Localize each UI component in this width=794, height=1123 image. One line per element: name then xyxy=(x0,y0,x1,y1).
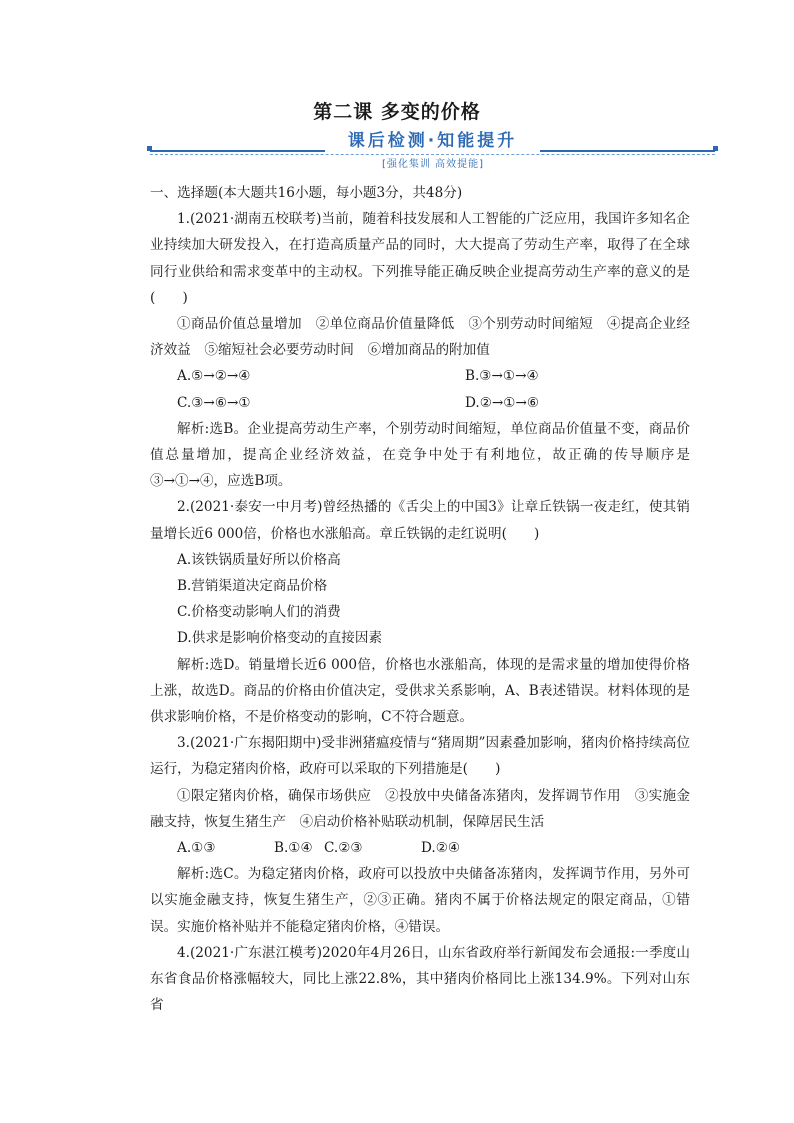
section-banner xyxy=(150,130,715,174)
q3-option-d: D.②④ xyxy=(421,840,461,857)
q1-option-a: A.⑤→②→④ xyxy=(177,368,251,385)
q3-option-b: B.①④ xyxy=(274,840,313,857)
banner-subtitle: [强化集训 高效提能] xyxy=(382,159,484,170)
q1-items: ①商品价值总量增加 ②单位商品价值量降低 ③个别劳动时间缩短 ④提高企业经济效益 ⑤缩短社会必要劳动时间 ⑥增加商品的附加值 xyxy=(150,316,690,359)
q3-stem: 3.(2021·广东揭阳期中)受非洲猪瘟疫情与“猪周期”因素叠加影响，猪肉价格持续高位运行，为稳定猪肉价格，政府可以采取的下列措施是( ) xyxy=(150,735,690,778)
q2-option-a: A.该铁锅质量好所以价格高 xyxy=(177,551,341,568)
q3-option-a: A.①③ xyxy=(177,840,216,857)
banner-left-marker xyxy=(147,146,152,151)
q2-option-c: C.价格变动影响人们的消费 xyxy=(177,604,341,621)
q3-analysis: 解析:选C。为稳定猪肉价格，政府可以投放中央储备冻猪肉，发挥调节作用，另外可以实施金融支持，恢复生猪生产，②③正确。猪肉不属于价格法规定的限定商品，①错误。实施价格补贴并不能稳定猪肉价格，④错误。 xyxy=(150,866,690,935)
q1-analysis: 解析:选B。企业提高劳动生产率，个别劳动时间缩短，单位商品价值量不变，商品价值总量增加，提高企业经济效益，在竞争中处于有利地位，故正确的传导顺序是③→①→④，应选B项。 xyxy=(150,420,690,490)
lesson-title: 第二课 多变的价格 xyxy=(313,101,481,123)
q3-items: ①限定猪肉价格，确保市场供应 ②投放中央储备冻猪肉，发挥调节作用 ③实施金融支持，恢复生猪生产 ④启动价格补贴联动机制，保障居民生活 xyxy=(150,787,690,830)
q2-analysis: 解析:选D。销量增长近6 000倍，价格也水涨船高，体现的是需求量的增加使得价格上涨，故选D。商品的价格由价值决定，受供求关系影响，A、B表述错误。材料体现的是供求影响价格，不是价格变动的影响，C不符合题意。 xyxy=(150,656,690,726)
q1-option-c: C.③→⑥→① xyxy=(177,394,251,411)
section-heading: 一、选择题(本大题共16小题，每小题3分，共48分) xyxy=(150,185,463,201)
q1-option-b: B.③→①→④ xyxy=(465,368,539,385)
q3-option-c: C.②③ xyxy=(324,840,363,857)
q4-stem: 4.(2021·广东湛江模考)2020年4月26日，山东省政府举行新闻发布会通报:一季度山东省食品价格涨幅较大，同比上涨22.8%，其中猪肉价格同比上涨134.9%。下列对山东省 xyxy=(150,944,690,1014)
q2-option-b: B.营销渠道决定商品价格 xyxy=(177,578,328,595)
q1-options-row-1 xyxy=(150,363,690,389)
q2-stem: 2.(2021·泰安一中月考)曾经热播的《舌尖上的中国3》让章丘铁锅一夜走红，使其销量增长近6 000倍，价格也水涨船高。章丘铁锅的走红说明( ) xyxy=(150,499,690,542)
banner-title: 课后检测·知能提升 xyxy=(325,130,540,152)
q3-options xyxy=(150,835,690,861)
q1-options-row-2 xyxy=(150,390,690,416)
q1-stem: 1.(2021·湖南五校联考)当前，随着科技发展和人工智能的广泛应用，我国许多知名企业持续加大研发投入，在打造高质量产品的同时，大大提高了劳动生产率，取得了在全球同行业供给和需求变革中的主动权。下列推导能正确反映企业提高劳动生产率的意义的是( ) xyxy=(150,211,690,306)
q2-option-d: D.供求是影响价格变动的直接因素 xyxy=(177,630,383,647)
banner-right-marker xyxy=(713,146,718,151)
q1-option-d: D.②→①→⑥ xyxy=(465,394,540,411)
question-content xyxy=(150,180,690,1019)
